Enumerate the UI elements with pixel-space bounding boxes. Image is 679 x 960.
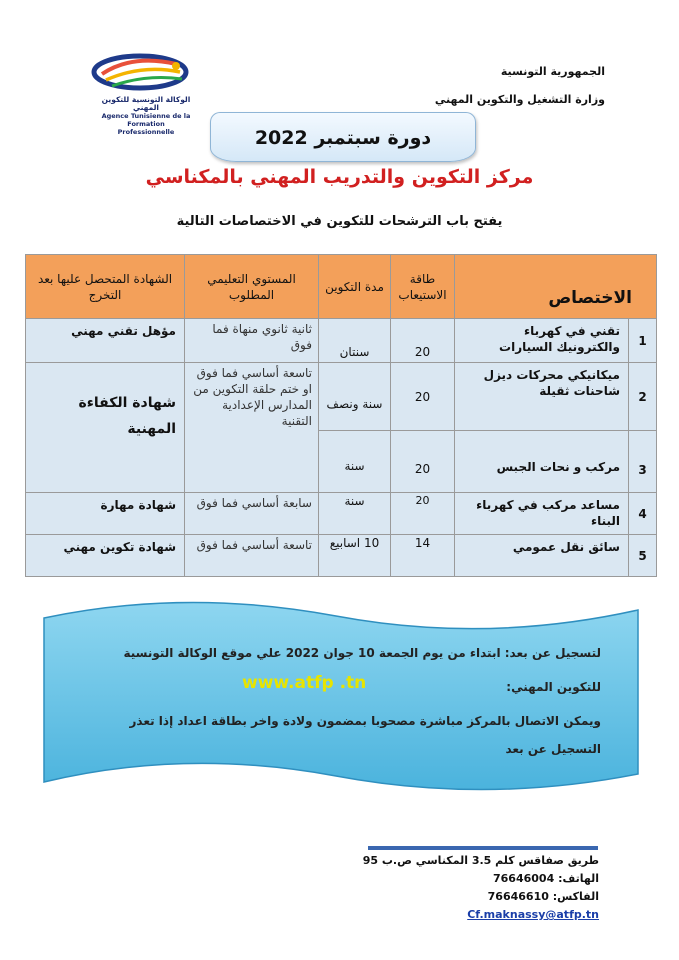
row-number: 1 [629, 319, 657, 363]
subtitle: يفتح باب الترشحات للتكوين في الاختصاصات التالية [176, 214, 503, 229]
row-certificate: شهادة تكوين مهني [26, 535, 185, 577]
row-number: 3 [629, 431, 657, 493]
info-line-3: ويمكن الاتصال بالمركز مباشرة مصحوبا بمضمون ولادة واخر بطاقة اعداد إذا تعذر [129, 714, 601, 728]
header-duration: مدة التكوين [319, 255, 391, 319]
row-specialty: مركب و نحات الجبس [455, 431, 629, 493]
footer-address: طريق صفاقس كلم 3.5 المكناسي ص.ب 95 [362, 854, 599, 867]
row-specialty: مساعد مركب في كهرباء البناء [455, 493, 629, 535]
logo-name-french-2: Professionnelle [117, 128, 175, 136]
table-row [26, 319, 657, 363]
ministry-label: وزارة التشغيل والتكوين المهني [434, 93, 605, 106]
info-line-1: لتسجيل عن بعد: ابتداء من يوم الجمعة 10 جوان 2022 علي موقع الوكالة التونسية [123, 646, 601, 660]
table-row [26, 535, 657, 577]
footer-fax: الفاكس: 76646610 [487, 890, 599, 903]
row-level: سابعة أساسي فما فوق [185, 493, 319, 535]
table-row [26, 493, 657, 535]
row-specialty: ميكانيكي محركات ديزل شاحنات ثقيلة [455, 363, 629, 431]
header-specialty: الاختصاص [455, 255, 657, 319]
row-level: تاسعة أساسي فما فوق [185, 535, 319, 577]
row-duration: سنة ونصف [319, 363, 391, 431]
info-line-2: للتكوين المهني: [506, 680, 601, 694]
footer-phone: الهاتف: 76646004 [493, 872, 599, 885]
row-duration: 10 اسابيع [319, 535, 391, 577]
row-duration: سنة [319, 431, 391, 493]
website-link[interactable]: www.atfp .tn [242, 673, 367, 693]
table-header-row [26, 255, 657, 319]
logo-swoosh-icon [72, 48, 202, 98]
courses-table [25, 254, 657, 577]
logo-name-french-1: Agence Tunisienne de la Formation [101, 112, 191, 128]
footer-divider [368, 846, 598, 850]
row-certificate: شهادة الكفاءة المهنية [26, 363, 185, 493]
row-specialty: سائق نقل عمومي [455, 535, 629, 577]
contact-footer [363, 852, 599, 924]
row-level: ثانية ثانوي منهاة فما فوق [185, 319, 319, 363]
row-capacity: 20 [391, 363, 455, 431]
info-line-4: التسجيل عن بعد [505, 742, 601, 756]
row-certificate: شهادة مهارة [26, 493, 185, 535]
row-specialty: تقني في كهرباء والكترونيك السيارات [455, 319, 629, 363]
row-certificate: مؤهل تقني مهني [26, 319, 185, 363]
logo-name-arabic: الوكالة التونسية للتكوين المهني [101, 95, 191, 112]
row-duration: سنة [319, 493, 391, 535]
row-number: 5 [629, 535, 657, 577]
registration-info-banner [36, 594, 646, 798]
row-capacity: 20 [391, 319, 455, 363]
row-duration: سنتان [319, 319, 391, 363]
row-capacity: 20 [391, 493, 455, 535]
header-certificate: الشهادة المتحصل عليها بعد التخرج [26, 255, 185, 319]
header-capacity: طاقة الاستيعاب [391, 255, 455, 319]
footer-email[interactable]: Cf.maknassy@atfp.tn [467, 908, 599, 921]
republic-label: الجمهورية التونسية [500, 65, 605, 78]
ministry-header [435, 58, 605, 114]
row-number: 4 [629, 493, 657, 535]
row-capacity: 14 [391, 535, 455, 577]
atfp-logo [72, 48, 202, 136]
table-row [26, 363, 657, 431]
session-banner: دورة سبتمبر 2022 [210, 112, 476, 162]
row-level: تاسعة أساسي فما فوق او ختم حلقة التكوين من المدارس الإعدادية التقنية [185, 363, 319, 493]
row-capacity: 20 [391, 431, 455, 493]
row-number: 2 [629, 363, 657, 431]
header-level: المستوي التعليمي المطلوب [185, 255, 319, 319]
center-title: مركز التكوين والتدريب المهني بالمكناسي [145, 166, 534, 188]
